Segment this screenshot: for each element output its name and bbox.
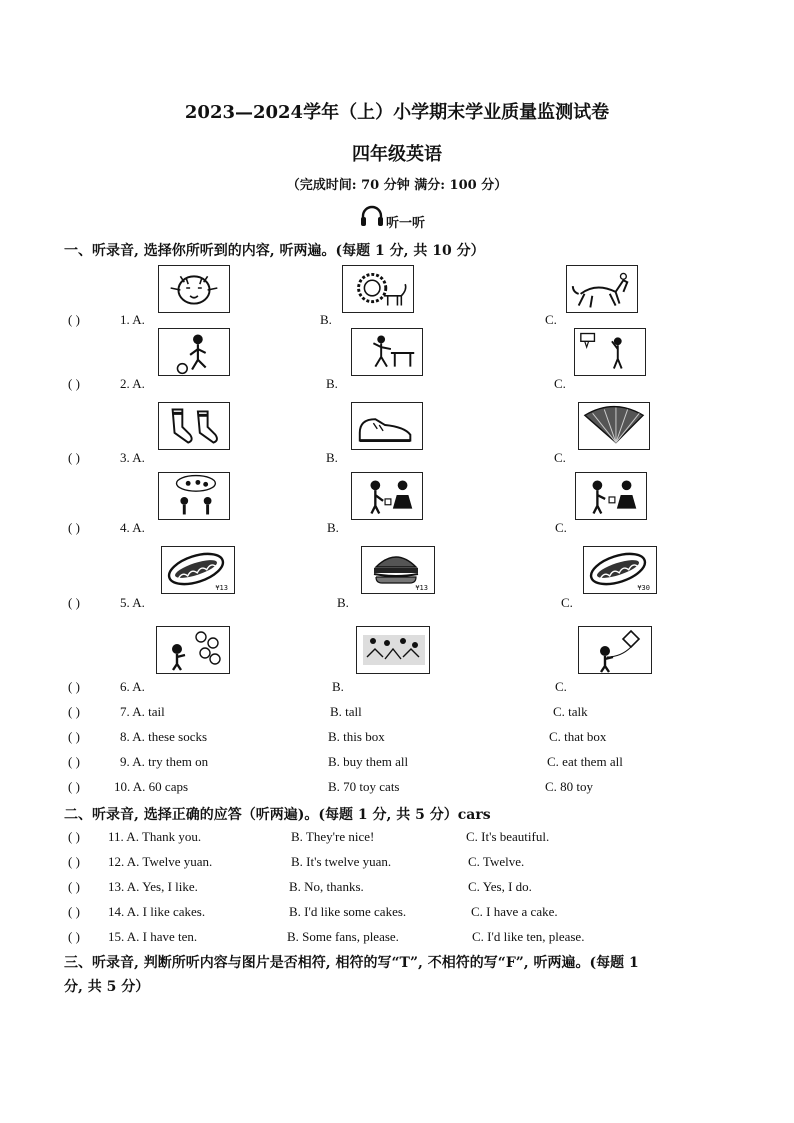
boy-table-tennis-icon <box>352 329 422 375</box>
option-picture[interactable] <box>156 626 230 674</box>
question-number: 5. A. <box>120 595 145 610</box>
option-picture[interactable] <box>578 402 650 450</box>
option-c-label: C. <box>554 450 566 465</box>
section3-heading-line1: 三、听录音, 判断所听内容与图片是否相符, 相符的写“T”, 不相符的写“F”, 听两遍。(每题 1 <box>64 955 639 971</box>
section3-heading-line2: 分, 共 5 分） <box>64 979 150 995</box>
kids-cakes-icon <box>159 473 229 519</box>
option-a: 13. A. Yes, I like. <box>108 879 198 894</box>
answer-parenthesis[interactable]: ( ) <box>68 450 80 465</box>
question-number: 3. A. <box>120 450 145 465</box>
answer-parenthesis[interactable]: ( ) <box>68 904 80 919</box>
option-picture[interactable] <box>158 265 230 313</box>
option-b: B. tall <box>330 704 362 719</box>
price-label: ¥13 <box>415 584 428 592</box>
question-number: 1. A. <box>120 312 145 327</box>
option-c: C. I'd like ten, please. <box>472 929 585 944</box>
page-subtitle: 四年级英语 <box>352 144 442 165</box>
option-picture[interactable] <box>342 265 414 313</box>
option-b-label: B. <box>332 679 344 694</box>
option-a: 12. A. Twelve yuan. <box>108 854 213 869</box>
option-picture[interactable] <box>566 265 638 313</box>
sneakers-icon <box>352 403 422 449</box>
option-b-label: B. <box>337 595 349 610</box>
option-c-label: C. <box>561 595 573 610</box>
option-picture[interactable] <box>351 328 423 376</box>
answer-parenthesis[interactable]: ( ) <box>68 754 80 769</box>
horse-icon <box>567 266 637 312</box>
option-picture[interactable] <box>158 328 230 376</box>
answer-parenthesis[interactable]: ( ) <box>68 595 80 610</box>
option-c: C. I have a cake. <box>471 904 558 919</box>
question-number: 4. A. <box>120 520 145 535</box>
kids-talking-icon <box>352 473 422 519</box>
option-picture[interactable] <box>583 546 657 594</box>
option-b-label: B. <box>327 520 339 535</box>
answer-parenthesis[interactable]: ( ) <box>68 312 80 327</box>
option-c-label: C. <box>555 520 567 535</box>
tiger-icon <box>159 266 229 312</box>
option-b: B. 70 toy cats <box>328 779 400 794</box>
answer-parenthesis[interactable]: ( ) <box>68 779 80 794</box>
lion-icon <box>343 266 413 312</box>
boy-football-icon <box>159 329 229 375</box>
listen-label: 听一听 <box>386 216 426 231</box>
boy-balloons-icon <box>157 627 229 673</box>
answer-parenthesis[interactable]: ( ) <box>68 704 80 719</box>
option-a: 7. A. tail <box>120 704 165 719</box>
option-b: B. Some fans, please. <box>287 929 399 944</box>
option-b-label: B. <box>326 376 338 391</box>
option-picture[interactable] <box>158 402 230 450</box>
option-picture[interactable] <box>161 546 235 594</box>
kids-playing-icon <box>357 627 429 673</box>
answer-parenthesis[interactable]: ( ) <box>68 854 80 869</box>
kids-gift-icon <box>576 473 646 519</box>
option-c: C. Twelve. <box>468 854 525 869</box>
page-title: 2023—2024学年（上）小学期末学业质量监测试卷 <box>184 102 610 123</box>
girl-basketball-icon <box>575 329 645 375</box>
girl-kite-icon <box>579 627 651 673</box>
listen-section-label <box>360 205 425 231</box>
option-c-label: C. <box>545 312 557 327</box>
option-picture[interactable] <box>356 626 430 674</box>
headphones-icon <box>360 205 384 231</box>
answer-parenthesis[interactable]: ( ) <box>68 929 80 944</box>
option-b-label: B. <box>320 312 332 327</box>
option-a: 9. A. try them on <box>120 754 209 769</box>
option-a: 11. A. Thank you. <box>108 829 202 844</box>
option-b: B. buy them all <box>328 754 409 769</box>
option-b: B. I'd like some cakes. <box>289 904 407 919</box>
option-b-label: B. <box>326 450 338 465</box>
answer-parenthesis[interactable]: ( ) <box>68 520 80 535</box>
option-picture[interactable] <box>574 328 646 376</box>
option-a: 15. A. I have ten. <box>108 929 198 944</box>
option-picture[interactable] <box>351 402 423 450</box>
answer-parenthesis[interactable]: ( ) <box>68 729 80 744</box>
section2-heading: 二、听录音, 选择正确的应答（听两遍)。(每题 1 分, 共 5 分）cars <box>64 807 491 823</box>
option-c: C. 80 toy <box>545 779 594 794</box>
price-label: ¥30 <box>637 584 650 592</box>
option-a: 8. A. these socks <box>120 729 208 744</box>
answer-parenthesis[interactable]: ( ) <box>68 829 80 844</box>
option-c-label: C. <box>555 679 567 694</box>
option-b: B. They're nice! <box>291 829 375 844</box>
exam-info: （完成时间: 70 分钟 满分: 100 分） <box>286 178 508 193</box>
answer-parenthesis[interactable]: ( ) <box>68 879 80 894</box>
option-c: C. talk <box>553 704 588 719</box>
option-picture[interactable] <box>578 626 652 674</box>
socks-icon <box>159 403 229 449</box>
option-c: C. that box <box>549 729 607 744</box>
question-number: 6. A. <box>120 679 145 694</box>
price-label: ¥13 <box>215 584 228 592</box>
option-c: C. Yes, I do. <box>468 879 532 894</box>
option-picture[interactable] <box>575 472 647 520</box>
option-b: B. this box <box>328 729 385 744</box>
option-picture[interactable] <box>158 472 230 520</box>
option-picture[interactable] <box>351 472 423 520</box>
option-picture[interactable] <box>361 546 435 594</box>
answer-parenthesis[interactable]: ( ) <box>68 679 80 694</box>
option-b: B. It's twelve yuan. <box>291 854 392 869</box>
option-c: C. eat them all <box>547 754 623 769</box>
option-b: B. No, thanks. <box>289 879 364 894</box>
fan-icon <box>579 403 649 449</box>
question-number: 2. A. <box>120 376 145 391</box>
answer-parenthesis[interactable]: ( ) <box>68 376 80 391</box>
option-a: 10. A. 60 caps <box>114 779 189 794</box>
option-c-label: C. <box>554 376 566 391</box>
option-c: C. It's beautiful. <box>466 829 550 844</box>
option-a: 14. A. I like cakes. <box>108 904 206 919</box>
section1-heading: 一、听录音, 选择你所听到的内容, 听两遍。(每题 1 分, 共 10 分） <box>64 243 485 259</box>
